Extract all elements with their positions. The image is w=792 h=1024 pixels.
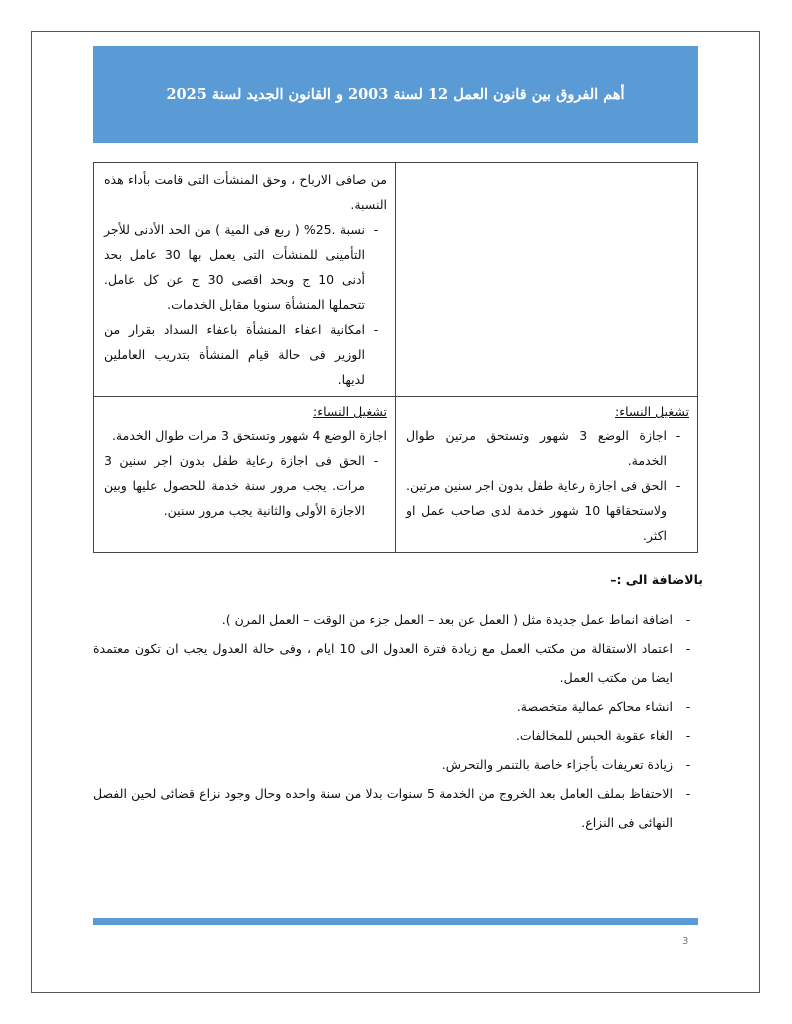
footer-rule [93, 918, 698, 925]
additions-list [93, 605, 703, 837]
list-item [406, 473, 689, 548]
dash-bullet: - [685, 728, 691, 743]
table-row [94, 163, 698, 397]
list-item-text: اعتماد الاستقالة من مكتب العمل مع زيادة فترة العدول الى 10 ايام ، وفى حالة العدول يجب ان تكون معتمدة ايضا من مكتب العمل. [93, 641, 674, 685]
list-item-text: اجازة الوضع 3 شهور وتستحق مرتين طوال الخدمة. [406, 428, 668, 468]
dash-bullet: - [685, 612, 691, 627]
list-item-text: نسبة .25% ( ربع فى المية ) من الحد الأدنى للأجر التأمينى للمنشأت التى يعمل بها 30 عامل بحد أدنى 10 ج وبحد اقصى 30 ج عن كل عامل. تتحملها المنشأة سنويا مقابل الخدمات. [104, 222, 365, 312]
page-title: أهم الفروق بين قانون العمل 12 لسنة 2003 و القانون الجديد لسنة 2025 [166, 86, 625, 103]
list-item [104, 448, 387, 523]
dash-bullet: - [373, 222, 379, 237]
list-item-text: امكانية اعفاء المنشأة باعفاء السداد بقرار من الوزير فى حالة قيام المنشأة بتدريب العاملين لديها. [104, 322, 365, 387]
list-item-text: الحق فى اجازة رعاية طفل بدون اجر سنين مرتين. ولاستحقاقها 10 شهور خدمة لدى صاحب عمل او اكثر. [406, 478, 667, 543]
dash-bullet: - [685, 641, 691, 656]
list-item [93, 721, 703, 750]
list-item [93, 750, 703, 779]
additions-section [93, 572, 703, 837]
list-item-text: الغاء عقوبة الحبس للمخالفات. [515, 728, 673, 743]
list-item [93, 692, 703, 721]
old-law-cell [396, 163, 698, 397]
dash-bullet: - [685, 786, 691, 801]
additions-heading: بالاضافة الى :– [610, 572, 703, 587]
dash-bullet: - [675, 428, 681, 443]
title-banner [93, 46, 698, 143]
new-law-cell [94, 397, 396, 553]
cell-heading: تشغيل النساء: [313, 404, 387, 419]
old-law-cell [396, 397, 698, 553]
comparison-table [93, 162, 698, 553]
list-item [104, 317, 387, 392]
dash-bullet: - [675, 478, 681, 493]
table-row [94, 397, 698, 553]
cell-heading: تشغيل النساء: [615, 404, 689, 419]
list-item-text: انشاء محاكم عمالية متخصصة. [516, 699, 673, 714]
dash-bullet: - [373, 322, 379, 337]
list-item-text: الاحتفاظ بملف العامل بعد الخروج من الخدمة 5 سنوات بدلا من سنة واحده وحال وجود نزاع قضائى لحين الفصل النهائى فى النزاع. [93, 786, 673, 830]
list-item [93, 779, 703, 837]
list-item [93, 605, 703, 634]
dash-bullet: - [685, 699, 691, 714]
page-number: 3 [682, 936, 689, 947]
list-item-text: زيادة تعريفات بأجزاء خاصة بالتنمر والتحرش. [441, 757, 673, 772]
dash-bullet: - [373, 453, 379, 468]
list-item-text: اضافة انماط عمل جديدة مثل ( العمل عن بعد – العمل جزء من الوقت – العمل المرن ). [221, 612, 673, 627]
cell-paragraph: من صافى الارباح ، وحق المنشأت التى قامت بأداء هذه النسبة. [104, 172, 387, 212]
list-item [93, 634, 703, 692]
dash-bullet: - [685, 757, 691, 772]
cell-paragraph: اجازة الوضع 4 شهور وتستحق 3 مرات طوال الخدمة. [111, 428, 387, 443]
list-item [104, 217, 387, 317]
list-item-text: الحق فى اجازة رعاية طفل بدون اجر سنين 3 مرات. يجب مرور سنة خدمة للحصول عليها وبين الاجازة الأولى والثانية يجب مرور سنين. [104, 453, 365, 518]
new-law-cell [94, 163, 396, 397]
list-item [406, 423, 689, 473]
